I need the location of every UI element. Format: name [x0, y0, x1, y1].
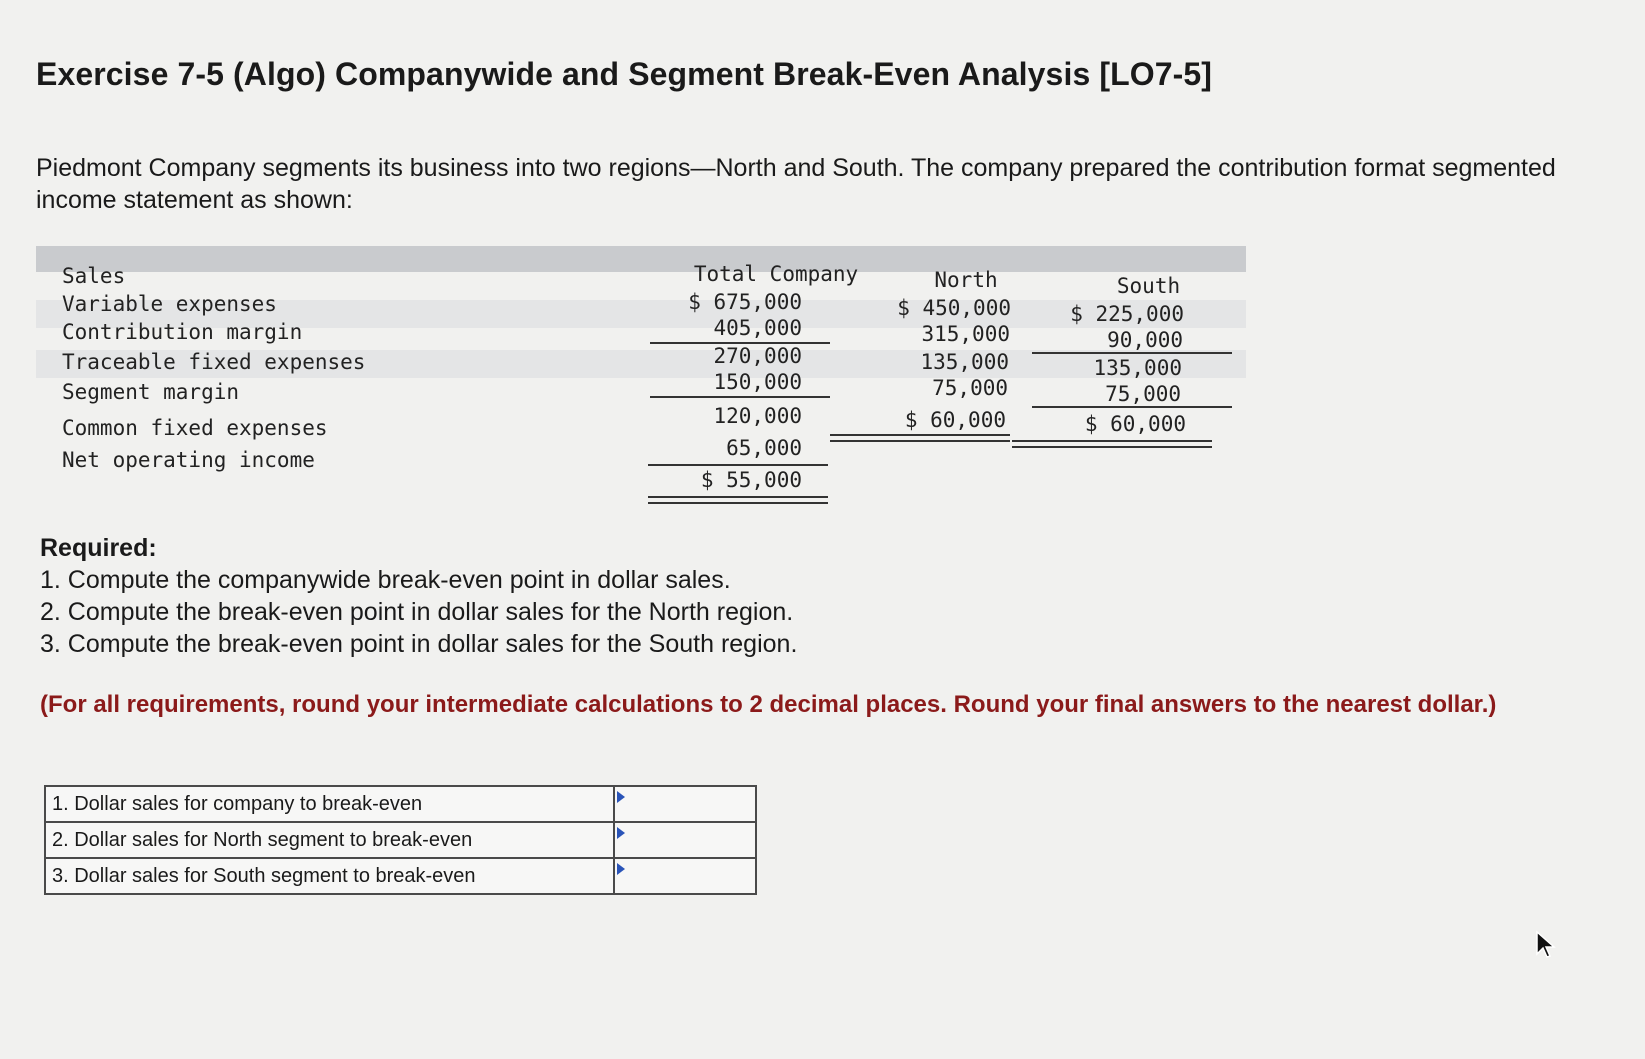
label-sales: Sales — [62, 264, 126, 288]
south-rule — [1032, 406, 1232, 408]
label-variable-expenses: Variable expenses — [62, 292, 277, 316]
header-total-company: Total Company — [693, 262, 859, 286]
page-title: Exercise 7-5 (Algo) Companywide and Segment Break-Even Analysis [LO7-5] — [36, 56, 1213, 92]
total-traceable-fixed: 150,000 — [713, 370, 802, 394]
total-double-rule — [648, 496, 828, 504]
south-variable-expenses: 90,000 — [1107, 328, 1183, 352]
label-common-fixed-expenses: Common fixed expenses — [62, 416, 328, 440]
north-traceable-fixed: 75,000 — [932, 376, 1008, 400]
answer-cell — [614, 858, 756, 894]
input-marker-icon — [617, 863, 625, 875]
south-double-rule — [1012, 440, 1212, 448]
total-segment-margin: 120,000 — [713, 404, 802, 428]
mouse-pointer-icon — [1535, 930, 1557, 960]
north-sales: $ 450,000 — [897, 296, 1011, 320]
header-band — [36, 246, 1246, 272]
required-item-2: 2. Compute the break-even point in dollar sales for the North region. — [40, 598, 794, 626]
label-segment-margin: Segment margin — [62, 380, 240, 404]
input-marker-icon — [617, 791, 625, 803]
label-traceable-fixed-expenses: Traceable fixed expenses — [62, 350, 366, 374]
label-contribution-margin: Contribution margin — [62, 320, 303, 344]
intro-text: Piedmont Company segments its business into two regions—North and South. The company prepared the contribution format segmented income statement as shown: — [36, 154, 1556, 214]
required-item-3: 3. Compute the break-even point in dollar sales for the South region. — [40, 630, 798, 658]
total-rule — [650, 396, 830, 398]
south-contribution-margin: 135,000 — [1093, 356, 1182, 380]
required-section — [40, 532, 797, 660]
total-rule — [648, 464, 828, 466]
total-common-fixed: 65,000 — [726, 436, 802, 460]
answer-row — [45, 858, 756, 894]
answer-table — [44, 785, 757, 895]
segmented-income-statement — [36, 246, 1246, 516]
input-marker-icon — [617, 827, 625, 839]
required-item-1: 1. Compute the companywide break-even point in dollar sales. — [40, 566, 731, 594]
total-contribution-margin: 270,000 — [713, 344, 802, 368]
answer-cell — [614, 786, 756, 822]
north-contribution-margin: 135,000 — [920, 350, 1009, 374]
total-sales: $ 675,000 — [688, 290, 802, 314]
rounding-instructions: (For all requirements, round your intermediate calculations to 2 decimal places. Round your final answers to the nearest dollar.) — [40, 691, 1497, 718]
south-rule — [1032, 352, 1232, 354]
south-traceable-fixed: 75,000 — [1105, 382, 1181, 406]
answer-label-company: 1. Dollar sales for company to break-even — [45, 786, 614, 822]
south-segment-margin: $ 60,000 — [1084, 412, 1186, 436]
north-variable-expenses: 315,000 — [921, 322, 1010, 346]
north-segment-margin: $ 60,000 — [904, 408, 1006, 432]
north-break-even-input[interactable] — [615, 823, 755, 857]
total-variable-expenses: 405,000 — [713, 316, 802, 340]
south-break-even-input[interactable] — [615, 859, 755, 893]
north-double-rule — [830, 434, 1010, 442]
answer-cell — [614, 822, 756, 858]
answer-label-south: 3. Dollar sales for South segment to break-even — [45, 858, 614, 894]
required-heading: Required: — [40, 534, 157, 562]
header-south: South — [1116, 274, 1181, 298]
answer-label-north: 2. Dollar sales for North segment to break-even — [45, 822, 614, 858]
answer-row — [45, 786, 756, 822]
header-north: North — [934, 268, 998, 292]
label-net-operating-income: Net operating income — [62, 448, 315, 472]
answer-row — [45, 822, 756, 858]
total-net-operating-income: $ 55,000 — [700, 468, 802, 492]
company-break-even-input[interactable] — [615, 787, 755, 821]
south-sales: $ 225,000 — [1070, 302, 1184, 326]
